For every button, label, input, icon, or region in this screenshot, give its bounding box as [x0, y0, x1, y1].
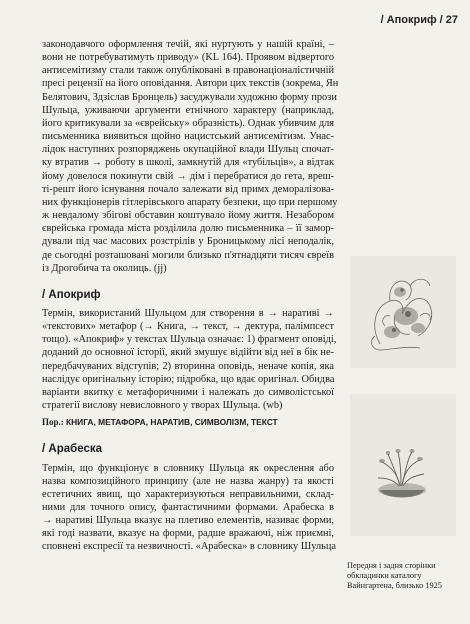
arabeska-line: естетичних явищ, що характеризуються неправильними, склад-: [42, 488, 334, 500]
apokryf-line: стратегії вислову невисловного у творах Шульца. (wb): [42, 400, 283, 412]
intro-line: антисемітизму стали також опубліковані в правонаціоналістичній: [42, 65, 334, 77]
intro-line: Белятович, Здзіслав Бронцель) засуджували художню форму прози: [42, 91, 337, 103]
intro-line: йому довелося покинути свій → дім і перебратися до гета, вреш-: [42, 170, 334, 182]
apokryf-line: варіанти вкитку є метафоричними і належать до символістської: [42, 386, 334, 398]
intro-line: законодавчого оформлення течій, які нуртують у нашій країні, –: [42, 39, 334, 50]
intro-line: єврейська громада міста розділила долю письменника – її замор-: [42, 223, 334, 235]
intro-line: письменника виявиться щойно нацистський антисемітизм. Унас-: [42, 131, 334, 143]
intro-line: його критикували за «єврейську» образність). Однак убивчим для: [42, 117, 334, 129]
see-also-items: КНИГА, МЕТАФОРА, НАРАТИВ, СИМВОЛІЗМ, ТЕКСТ: [66, 417, 278, 428]
caption-line: обкладинки каталогу: [347, 571, 422, 580]
intro-line: де сьогодні розташовані могили близько п'ятнадцяти тисяч євреїв: [42, 249, 334, 261]
intro-line: них функціонерів гітлерівського апарату безпеки, що при першому: [42, 196, 338, 208]
catalog-back-cover-image: [350, 394, 456, 536]
intro-line: ж невдалому збігові обставин коштувало йому життя. Незабором: [42, 210, 334, 222]
arabeska-line: Термін, що функціонує в словнику Шульца як окреслення або: [42, 462, 334, 474]
running-header: / Апокриф / 27: [380, 14, 458, 26]
arabeska-line: назва композиційного принципу (але не назва жанру) та якості: [42, 475, 334, 487]
arabeska-paragraph: [42, 462, 334, 554]
arabeska-line: сповнені експресії та незвичності. «Арабеска» в словнику Шульца: [42, 541, 336, 553]
section-heading-arabeska: / Арабеска: [42, 443, 103, 456]
apokryf-line: Термін, використаний Шульцом для створення в → наративі →: [42, 307, 334, 319]
intro-line: дували під час масових розстрілів у Броницькому лісі неподалік,: [42, 236, 334, 248]
intro-line: пресі рецензії на його оповідання. Автори цих текстів (зокрема, Ян: [42, 78, 339, 90]
apokryf-line: тощо). «Апокриф» у текстах Шульца означає: 1) фрагмент оповіді,: [42, 334, 337, 346]
arabeska-line: ними для точного опису, фантастичними формами. Арабеска в: [42, 502, 334, 513]
apokryf-paragraph: [42, 307, 337, 412]
see-also-label: Пор.:: [42, 417, 64, 428]
intro-line: ку втратив → роботу в школі, замкнутій для «тубільців», а відтак: [42, 157, 334, 169]
intro-line: ті-решт його існування почало залежати від примх деморалізова-: [42, 183, 334, 195]
apokryf-line: наслідує оригінальну історію; підробка, що вдає оригінал. Обидва: [42, 373, 335, 385]
main-column: [42, 38, 339, 554]
arabeska-line: → наративі Шульца вказує на плетиво елементів, називає форми,: [42, 515, 334, 527]
apokryf-line: «текстових» метафор (→ Книга, → текст, → дектура, палімпсест: [42, 321, 334, 333]
arabeska-line: які годі назвати, вказує на форми, радше вражаючі, ніж приємні,: [42, 528, 334, 540]
see-also-line: [42, 416, 334, 429]
intro-paragraph: [42, 38, 339, 275]
intro-line: із Дрогобича та околиць. (jj): [42, 262, 167, 274]
apokryf-line: передбачуваних відступів; 2) вторинна оповідь, неначе копія, яка: [42, 360, 334, 372]
figure-caption: [347, 561, 462, 591]
intro-line: лідок наступних розпоряджень окупаційної влади Шульц спочат-: [42, 144, 334, 156]
catalog-front-cover-image: [350, 256, 456, 368]
caption-line: Передня і задня сторінки: [347, 561, 436, 570]
section-heading-apokryf: / Апокриф: [42, 288, 101, 301]
intro-line: вони не потребуватимуть приводу» (KL 164). Проявом відвертого: [42, 52, 334, 64]
caption-line: Вайнгартена, близько 1925: [347, 581, 442, 590]
intro-line: Шульца, уживаючи аргументи етнічного характеру (наприклад,: [42, 104, 334, 116]
apokryf-line: доданий до основної історії, який змушує відійти від неї в бік не-: [42, 347, 334, 359]
